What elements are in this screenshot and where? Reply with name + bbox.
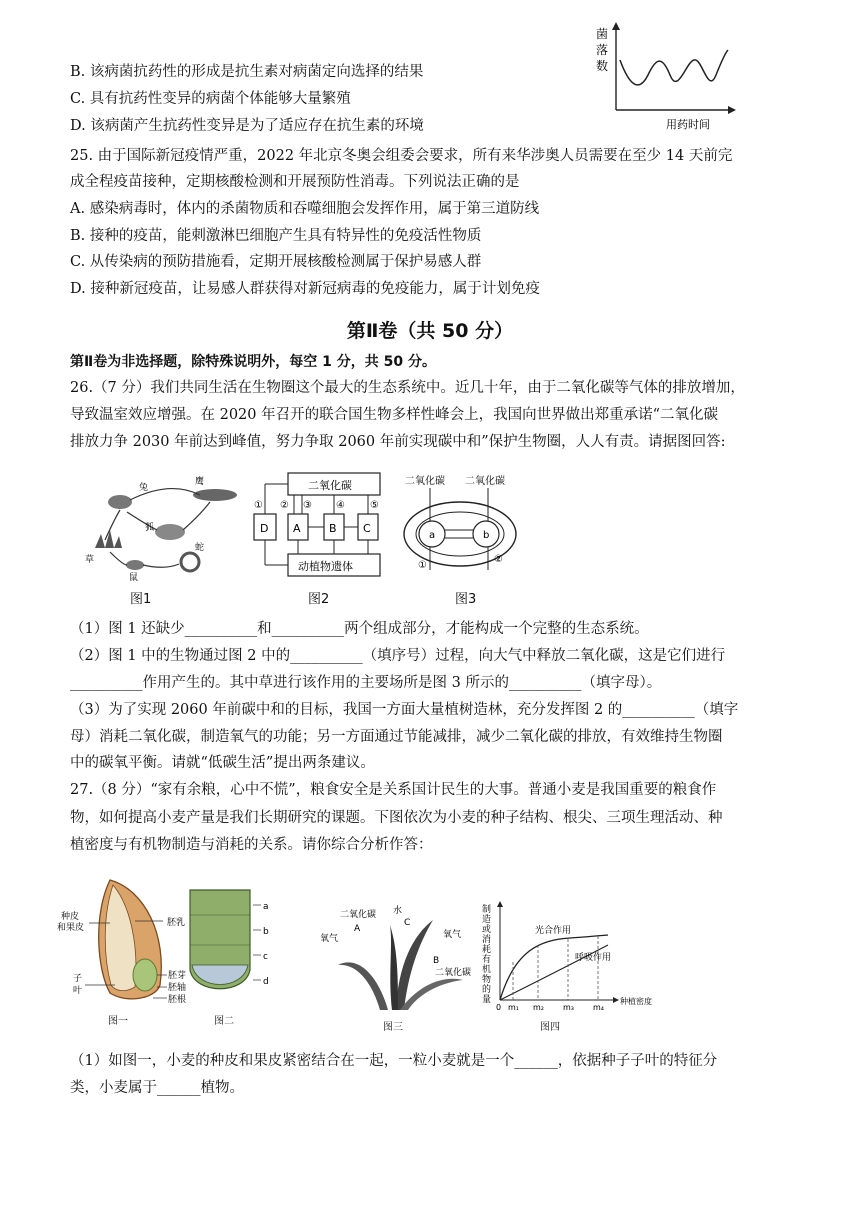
bacteria-count-graph <box>590 20 740 135</box>
f3-label-c: C <box>404 918 411 928</box>
q24-option-c: C. 具有抗药性变异的病菌个体能够大量繁殖 <box>70 91 351 107</box>
fig3-cell-b: b <box>483 530 490 541</box>
q26-figure-1-food-web <box>75 470 255 585</box>
fig2-num-5: ⑤ <box>370 500 379 511</box>
fig1-label-snake: 蛇 <box>195 543 205 553</box>
fig1-label-fox: 狐 <box>145 523 155 533</box>
f4-ylabel-7: 物 <box>482 975 492 985</box>
fig3-co2-left: 二氧化碳 <box>405 476 445 487</box>
fig2-num-1: ① <box>254 500 263 511</box>
fig2-box-a: A <box>293 522 301 535</box>
graph-ylabel-2: 落 <box>596 43 609 57</box>
f1-label-endosperm: 胚乳 <box>167 918 186 928</box>
fig2-co2-box: 二氧化碳 <box>308 479 352 492</box>
f2-label-a: a <box>263 902 269 912</box>
q27-figure-1-caption: 图一 <box>108 1016 128 1027</box>
graph-xlabel: 用药时间 <box>666 118 710 131</box>
f3-label-o2-left: 氧气 <box>320 934 339 944</box>
q27-figure-1-seed <box>55 875 190 1005</box>
q26-figure-2-caption: 图2 <box>308 592 330 607</box>
q26-line-3: 排放力争 2030 年前达到峰值，努力争取 2060 年前实现碳中和”保护生物圈，人人有责。请据图回答: <box>70 434 726 450</box>
q25-option-d: D. 接种新冠疫苗，让易感人群获得对新冠病毒的免疫能力，属于计划免疫 <box>70 281 540 297</box>
q26-line-1: 26.（7 分）我们共同生活在生物圈这个最大的生态系统中。近几十年，由于二氧化碳等气体的排放增加， <box>70 380 745 396</box>
graph-ylabel-1: 菌 <box>596 27 609 41</box>
q26-sub-1: （1）图 1 还缺少__________和__________两个组成部分，才能构成一个完整的生态系统。 <box>70 621 649 637</box>
q27-figure-2-caption: 图二 <box>214 1016 234 1027</box>
f1-label-cot2: 叶 <box>73 986 83 996</box>
f4-ylabel-9: 量 <box>482 995 492 1005</box>
f3-label-a: A <box>354 924 361 934</box>
part2-title: 第Ⅱ卷（共 50 分） <box>346 320 514 342</box>
q26-sub-3b: 母）消耗二氧化碳，制造氧气的功能；另一方面通过节能减排，减少二氧化碳的排放，有效维持生物圈 <box>70 729 723 745</box>
fig1-label-eagle: 鹰 <box>195 477 205 487</box>
f1-label-seedcoat: 种皮 <box>61 912 80 922</box>
fig1-label-rabbit: 兔 <box>139 483 149 493</box>
fig1-label-grass: 草 <box>85 555 95 565</box>
q26-sub-3a: （3）为了实现 2060 年前碳中和的目标，我国一方面大量植树造林，充分发挥图 2 的__________（填字 <box>70 702 739 718</box>
f3-label-co2-b: 二氧化碳 <box>435 968 472 978</box>
f2-label-b: b <box>263 927 269 937</box>
q27-figure-4-density-graph <box>480 900 670 1015</box>
q25-option-a: A. 感染病毒时，体内的杀菌物质和吞噬细胞会发挥作用，属于第三道防线 <box>70 201 540 217</box>
q27-figure-3-plant <box>318 905 478 1015</box>
fig2-box-b: B <box>329 522 337 535</box>
f2-label-d: d <box>263 977 269 987</box>
fig2-num-3: ③ <box>303 500 312 511</box>
f1-label-radicle: 胚根 <box>168 995 187 1005</box>
f4-tick-m1: m₁ <box>508 1003 519 1012</box>
f1-label-hypocotyl: 胚轴 <box>168 983 187 993</box>
q27-figure-4-caption: 图四 <box>540 1022 560 1033</box>
f1-label-plumule: 胚芽 <box>168 971 187 981</box>
q25-option-c: C. 从传染病的预防措施看，定期开展核酸检测属于保护易感人群 <box>70 254 482 270</box>
f1-label-pericarp: 和果皮 <box>57 923 85 933</box>
f4-ylabel-0: 制 <box>482 905 492 915</box>
f4-tick-0: 0 <box>496 1003 502 1012</box>
q27-line-2: 物，如何提高小麦产量是我们长期研究的课题。下图依次为小麦的种子结构、根尖、三项生理活动、种 <box>70 810 723 826</box>
f4-ylabel-5: 有 <box>482 955 492 965</box>
f4-tick-m2: m₂ <box>533 1003 544 1012</box>
q26-figure-2-carbon-cycle <box>250 470 390 580</box>
f4-ylabel <box>482 903 491 1005</box>
fig2-box-c: C <box>363 522 371 535</box>
part2-instructions: 第Ⅱ卷为非选择题，除特殊说明外，每空 1 分，共 50 分。 <box>70 354 436 370</box>
q26-sub-2b: __________作用产生的。其中草进行该作用的主要场所是图 3 所示的__________（填字母）。 <box>70 675 662 691</box>
q24-option-d: D. 该病菌产生抗药性变异是为了适应存在抗生素的环境 <box>70 118 424 134</box>
fig2-num-4: ④ <box>336 500 345 511</box>
f4-ylabel-1: 造 <box>482 915 492 925</box>
q26-sub-2a: （2）图 1 中的生物通过图 2 中的__________（填序号）过程，向大气中释放二氧化碳，这是它们进行 <box>70 648 726 664</box>
q26-sub-3c: 中的碳氧平衡。请就“低碳生活”提出两条建议。 <box>70 755 375 771</box>
fig2-remains-box: 动植物遗体 <box>298 560 353 573</box>
f4-ylabel-2: 或 <box>482 925 492 935</box>
f4-photosynthesis-label: 光合作用 <box>535 926 572 936</box>
f3-label-o2-right: 氧气 <box>443 930 462 940</box>
q26-figure-3-cell <box>400 472 520 582</box>
f4-ylabel-4: 耗 <box>482 945 492 955</box>
f4-ylabel-6: 机 <box>482 965 492 975</box>
f4-tick-m4: m₄ <box>593 1003 604 1012</box>
fig3-num-2: ② <box>494 554 503 565</box>
f2-label-c: c <box>263 952 268 962</box>
fig2-num-2: ② <box>280 500 289 511</box>
f4-xlabel: 种植密度 <box>620 997 652 1006</box>
q25-stem-1: 25. 由于国际新冠疫情严重，2022 年北京冬奥会组委会要求，所有来华涉奥人员需要在至少 14 天前完 <box>70 148 733 164</box>
q25-option-b: B. 接种的疫苗，能刺激淋巴细胞产生具有特异性的免疫活性物质 <box>70 228 482 244</box>
fig3-num-1: ① <box>418 560 427 571</box>
q27-figure-3-caption: 图三 <box>383 1022 403 1033</box>
fig3-cell-a: a <box>429 530 436 541</box>
f4-ylabel-3: 消 <box>482 935 492 945</box>
fig3-co2-right: 二氧化碳 <box>465 476 505 487</box>
q27-sub-1b: 类，小麦属于______植物。 <box>70 1080 244 1096</box>
q26-figure-3-caption: 图3 <box>455 592 477 607</box>
fig1-label-mouse: 鼠 <box>129 573 139 583</box>
f4-tick-m3: m₃ <box>563 1003 574 1012</box>
q27-line-1: 27.（8 分）“家有余粮，心中不慌”，粮食安全是关系国计民生的大事。普通小麦是我国重要的粮食作 <box>70 782 717 798</box>
q27-figure-2-root-tip <box>185 885 275 1005</box>
fig2-box-d: D <box>260 522 269 535</box>
q26-line-2: 导致温室效应增强。在 2020 年召开的联合国生物多样性峰会上，我国向世界做出郑重承诺“二氧化碳 <box>70 407 719 423</box>
f3-label-co2-a: 二氧化碳 <box>340 910 377 920</box>
q24-option-b: B. 该病菌抗药性的形成是抗生素对病菌定向选择的结果 <box>70 64 424 80</box>
q26-figure-1-caption: 图1 <box>130 592 152 607</box>
q27-line-3: 植密度与有机物制造与消耗的关系。请你综合分析作答： <box>70 837 433 853</box>
f3-label-water: 水 <box>393 906 403 916</box>
q25-stem-2: 成全程疫苗接种，定期核酸检测和开展预防性消毒。下列说法正确的是 <box>70 174 520 190</box>
f4-respiration-label: 呼吸作用 <box>575 953 612 963</box>
graph-ylabel-3: 数 <box>596 59 609 73</box>
f4-ylabel-8: 的 <box>482 985 492 995</box>
f1-label-cot1: 子 <box>73 974 83 984</box>
f3-label-b: B <box>433 956 440 966</box>
q27-sub-1a: （1）如图一，小麦的种皮和果皮紧密结合在一起，一粒小麦就是一个______，依据种子子叶的特征分 <box>70 1053 718 1069</box>
